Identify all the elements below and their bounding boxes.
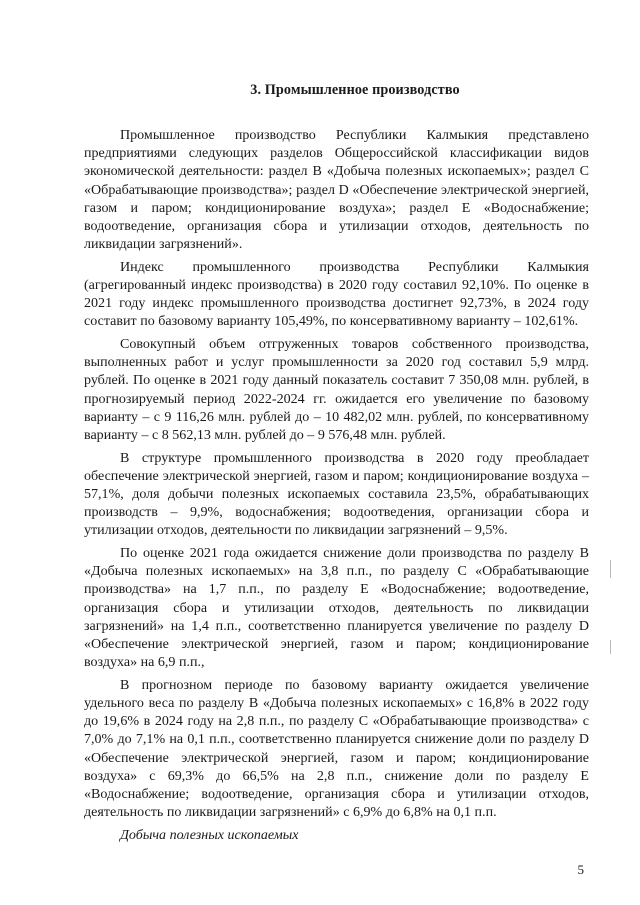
- page-number: 5: [577, 862, 584, 877]
- subheading-mining: Добыча полезных ископаемых: [120, 826, 299, 843]
- paragraph-production-index: Индекс промышленного производства Республики Калмыкия (агрегированный индекс производства) в 2020 году составил 92,10%. По оценке в 2021 году индекс промышленного производства достигнет 92,73%, в 2024 году составит по базовому варианту 105,49%, по консервативному варианту – 102,61%.: [84, 258, 589, 330]
- paragraph-production-structure: В структуре промышленного производства в 2020 году преобладает обеспечение электрической энергией, газом и паром; кондиционирование воздуха – 57,1%, доля добычи полезных ископаемых составила 23,5%, обрабатывающих производств – 9,9%, водоснабжения; водоотведения, организации сбора и утилизации отходов, деятельности по ликвидации загрязнений – 9,5%.: [84, 449, 589, 539]
- paragraph-2021-estimate: По оценке 2021 года ожидается снижение доли производства по разделу B «Добыча полезных ископаемых» на 3,8 п.п., по разделу C «Обрабатывающие производства» на 1,7 п.п., по разделу E «Водоснабжение; водоотведение, организация сбора и утилизации отходов, деятельность по ликвидации загрязнений» на 1,4 п.п., соответственно планируется увеличение по разделу D «Обеспечение электрической энергией, газом и паром; кондиционирование воздуха» на 6,9 п.п.,: [84, 545, 589, 671]
- paragraph-forecast-period: В прогнозном периоде по базовому варианту ожидается увеличение удельного веса по разделу B «Добыча полезных ископаемых» с 16,8% в 2022 году до 19,6% в 2024 году на 2,8 п.п., по разделу C «Обрабатывающие производства» с 7,0% до 7,1% на 0,1 п.п., соответственно планируется снижение доли по разделу D «Обеспечение электрической энергией, газом и паром; кондиционирование воздуха» с 69,3% до 66,5% на 2,8 п.п., снижение доли по разделу E «Водоснабжение; водоотведение, организация сбора и утилизации отходов, деятельность по ликвидации загрязнений» с 6,9% до 6,8% на 0,1 п.п.: [84, 676, 589, 821]
- scan-margin-mark: [610, 640, 611, 654]
- section-heading: 3. Промышленное производство: [250, 82, 460, 98]
- body-text: [84, 126, 589, 844]
- scan-margin-mark: [610, 560, 611, 578]
- paragraph-industry-sections: Промышленное производство Республики Калмыкия представлено предприятиями следующих разделов Общероссийской классификации видов экономической деятельности: раздел B «Добыча полезных ископаемых»; раздел C «Обрабатывающие производства»; раздел D «Обеспечение электрической энергией, газом и паром; кондиционирование воздуха»; раздел E «Водоснабжение; водоотведение, организация сбора и утилизации отходов, деятельность по ликвидации загрязнений».: [84, 127, 589, 253]
- paragraph-shipped-goods-volume: Совокупный объем отгруженных товаров собственного производства, выполненных работ и услуг промышленности за 2020 год составил 5,9 млрд. рублей. По оценке в 2021 году данный показатель составит 7 350,08 млн. рублей, в прогнозируемый период 2022-2024 гг. ожидается его увеличение по базовому варианту – с 9 116,26 млн. рублей до – 10 482,02 млн. рублей, по консервативному варианту – с 8 562,13 млн. рублей до – 9 576,48 млн. рублей.: [84, 336, 589, 444]
